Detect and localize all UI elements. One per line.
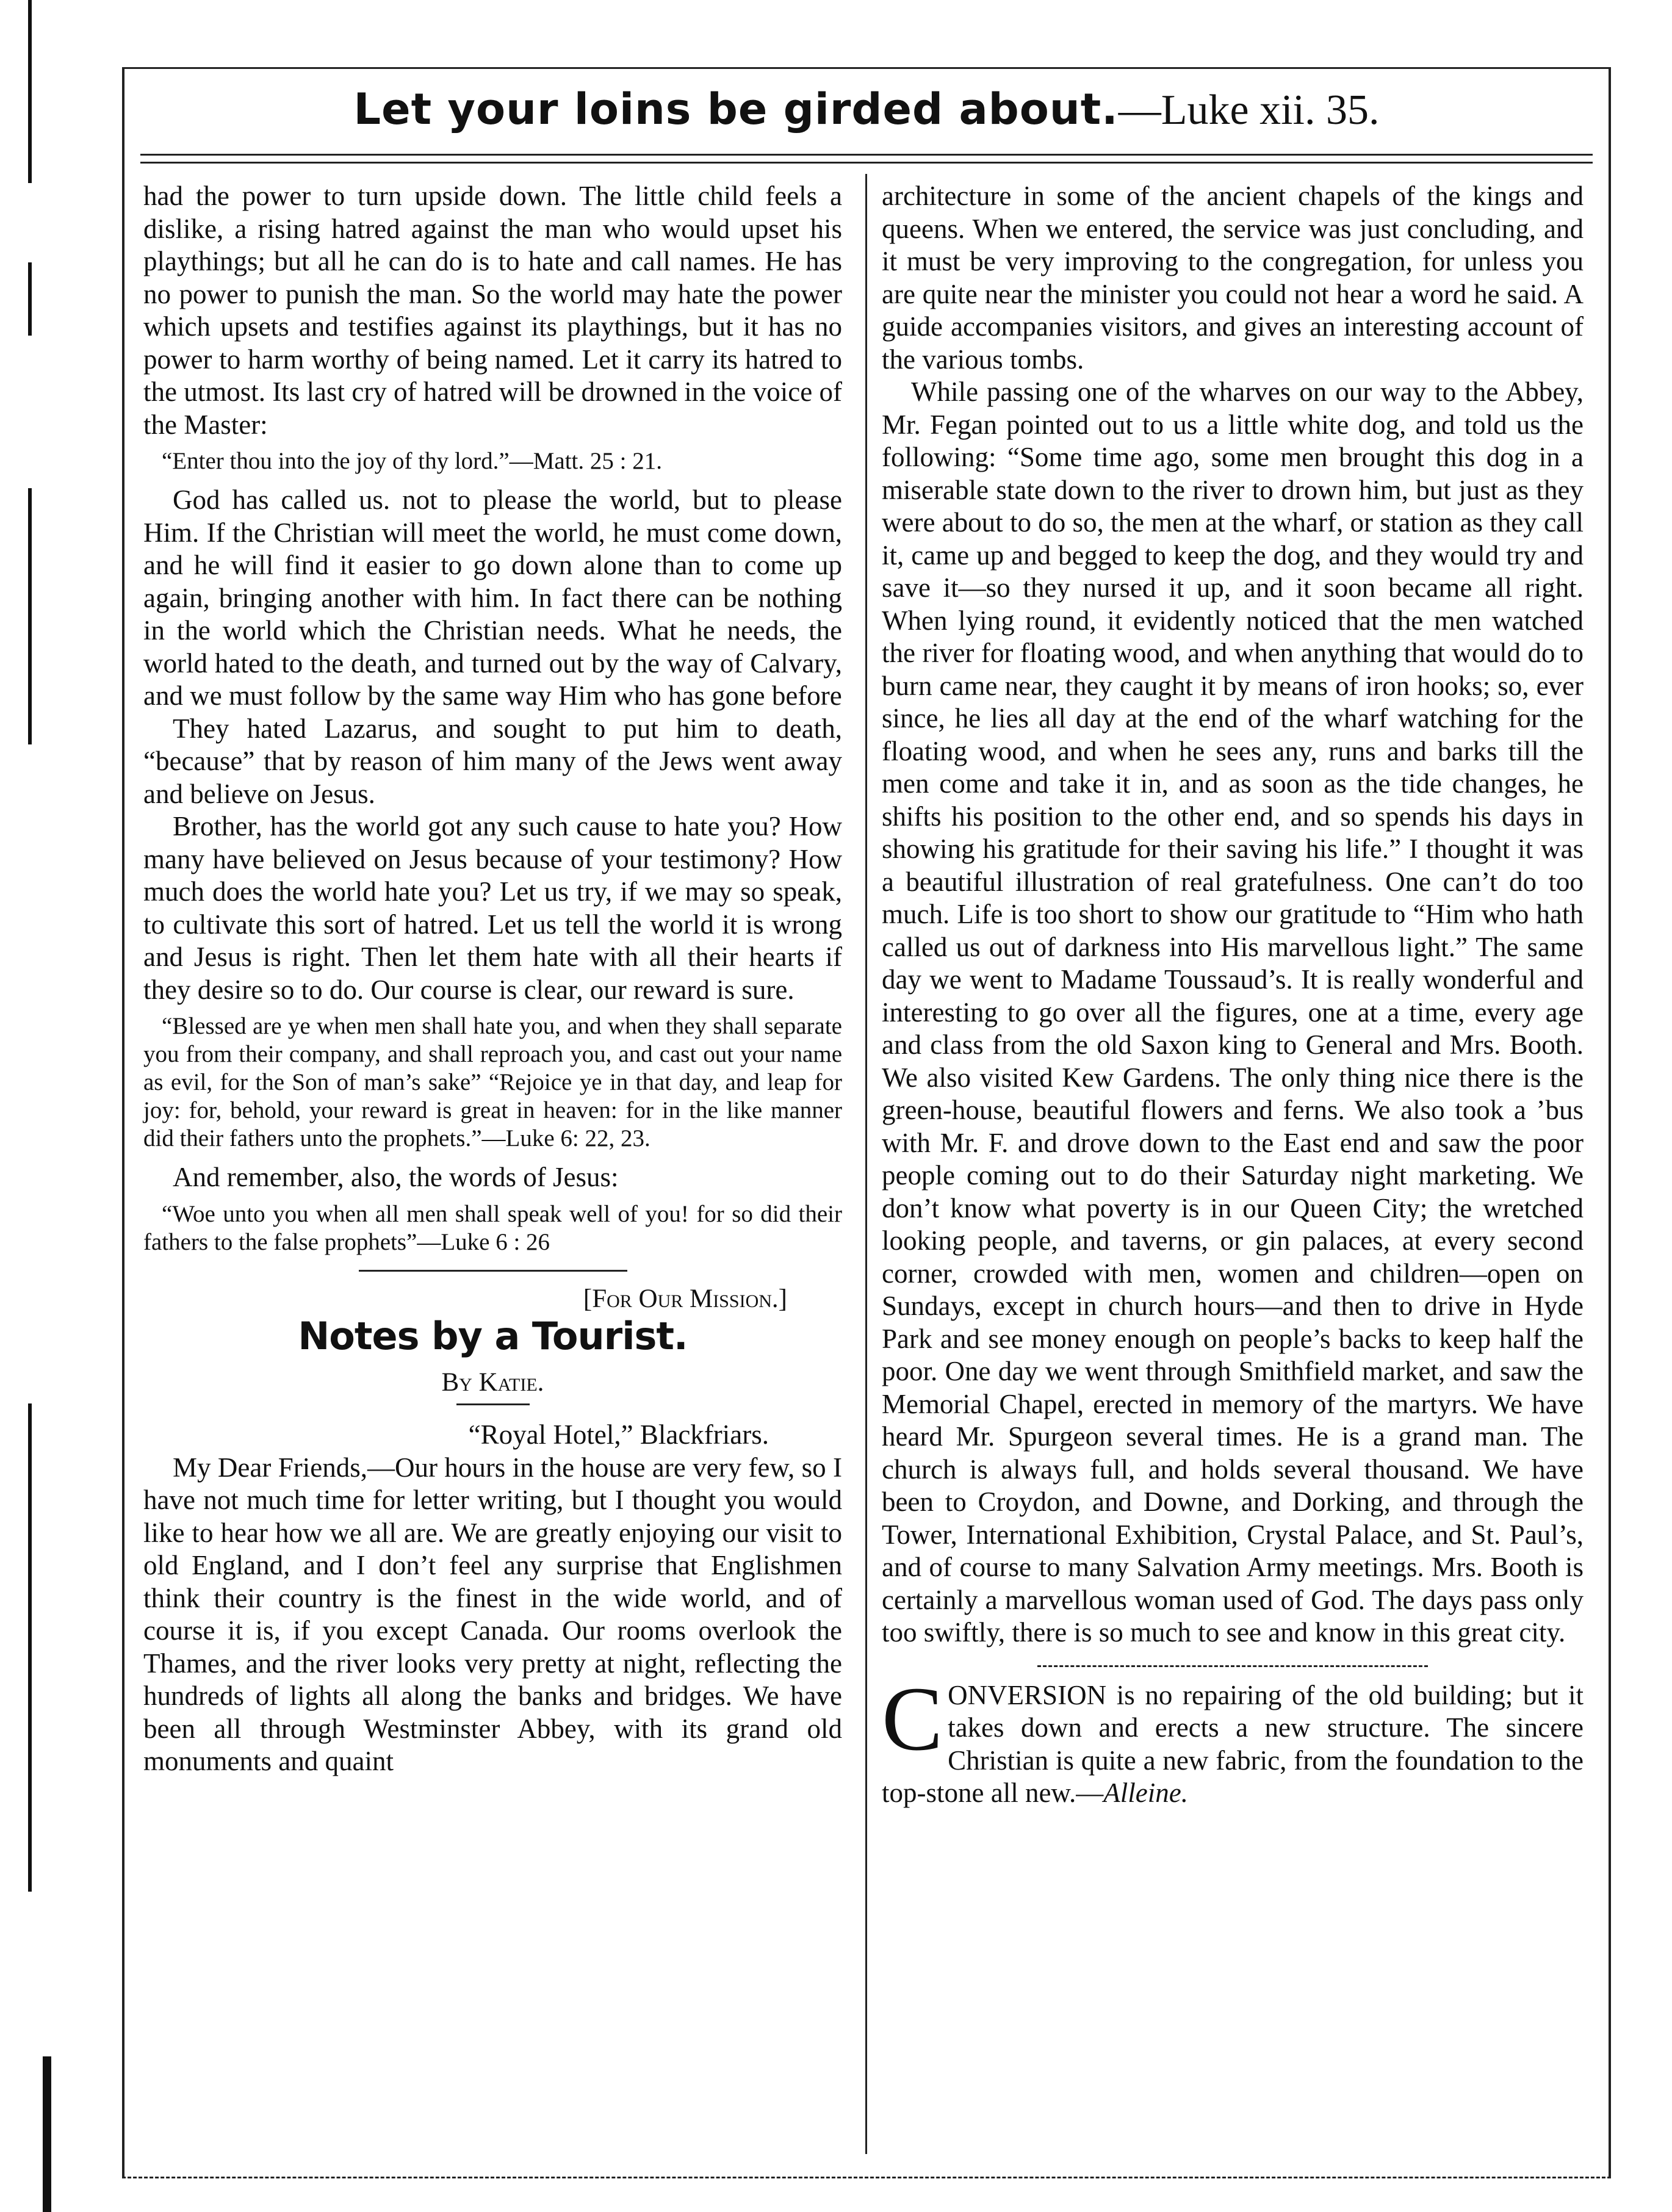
- section-separator: [1037, 1665, 1428, 1667]
- byline-rule: [456, 1403, 530, 1405]
- article-title: Notes by a Tourist.: [298, 1314, 688, 1358]
- paragraph: architecture in some of the ancient chapels of the kings and queens. When we entered, the service was just concluding, and it must be very improving to the congregation, for unless you are quite near the minister you could not hear a word he said. A guide accompanies visitors, and gives an interesting account of the various tombs.: [882, 181, 1584, 375]
- scripture-quote: “Woe unto you when all men shall speak well of you! for so did their fathers to the false prophets”—Luke 6 : 26: [143, 1200, 842, 1255]
- left-column: [143, 180, 842, 1778]
- binding-mark: [28, 262, 32, 336]
- header-title: Let your loins be girded about.: [353, 84, 1119, 134]
- section-separator: [359, 1270, 627, 1272]
- paragraph: My Dear Friends,—Our hours in the house are very few, so I have not much time for letter writing, but I thought you would like to hear how we all are. We are greatly enjoying our visit to old England, and I don’t feel any surprise that Englishmen think their country is the finest in the wide world, and of course it is, if you except Canada. Our rooms overlook the Thames, and the river looks very pretty at night, reflecting the hundreds of lights all along the banks and bridges. We have been all through Westminster Abbey, with its grand old monuments and quaint: [143, 1452, 842, 1776]
- paragraph: had the power to turn upside down. The little child feels a dislike, a rising hatred against the man who would upset his playthings; but all he can do is to hate and call names. He has no power to punish the man. So the world may hate the power which upsets and testifies against its playthings, but it has no power to harm worthy of being named. Let it carry its hatred to the utmost. Its last cry of hatred will be drowned in the voice of the Master:: [143, 181, 842, 440]
- paragraph: Brother, has the world got any such cause to hate you? How many have believed on Jesus because of your testimony? How much does the world hate you? Let us try, if we may so speak, to cultivate this sort of hatred. Let us tell the world it is wrong and Jesus is right. Then let them hate with all their hearts if they desire so to do. Our course is clear, our reward is sure.: [143, 811, 842, 1005]
- binding-mark: [43, 2056, 51, 2212]
- binding-mark: [28, 1403, 32, 1892]
- column-divider: [865, 174, 867, 2154]
- conversion-text: is no repairing of the old building; but it takes down and erects a new structure. The sincere Christian is quite a new fabric, from the foundation to the top-stone all new.—: [882, 1679, 1584, 1808]
- paragraph: God has called us. not to please the world, but to please Him. If the Christian will meet the world, he must come down, and he will find it easier to go down alone than to come up again, bringing another with him. In fact there can be nothing in the world which the Christian needs. What he needs, the world hated to the death, and turned out by the way of Calvary, and we must follow by the same way Him who has gone before: [143, 485, 842, 711]
- conversion-author: Alleine.: [1103, 1778, 1188, 1808]
- page-header: [122, 84, 1611, 135]
- newspaper-page: [122, 67, 1611, 2178]
- header-citation: —Luke xii. 35.: [1118, 87, 1380, 134]
- letter-address: “Royal Hotel,” Blackfriars.: [468, 1419, 769, 1450]
- paragraph: While passing one of the wharves on our way to the Abbey, Mr. Fegan pointed out to us a little white dog, and told us the following: “Some time ago, some men brought this dog in a miserable state down to the river to drown him, but just as they were about to do so, the men at the wharf, or station as they call it, came up and begged to keep the dog, and they would try and save it—so they nursed it up, and it soon became all right. When lying round, it evidently noticed that the men watched the river for floating wood, and when anything that would do to burn came near, they caught it by means of iron hooks; so, ever since, he lies all day at the end of the wharf watching for the floating wood, and when he sees any, runs and barks till the men come and take it in, and as soon as the tide changes, he shifts his position to the other end, and so spends his days in showing his gratitude for their saving his life.” I thought it was a beautiful illustration of real gratefulness. One can’t do too much. Life is too short to show our gratitude to “Him who hath called us out of darkness into His marvellous light.” The same day we went to Madame Toussaud’s. It is really wonderful and interesting to go over all the figures, one at a time, every age and class from the old Saxon king to General and Mrs. Booth. We also visited Kew Gardens. The only thing nice there is the green-house, beautiful flowers and ferns. We also took a ’bus with Mr. F. and drove down to the East end and saw the poor people coming out to do their Saturday night marketing. We don’t know what poverty is in our Queen City; the wretched looking people, and taverns, or gin palaces, at every second corner, crowded with men, women and children—open on Sundays, except in church hours—and then to drive in Hyde Park and see money enough on people’s backs to keep half the poor. One day we went through Smithfield market, and saw the Memorial Chapel, erected in memory of the martyrs. We have heard Mr. Spurgeon several times. He is a grand man. The church is always full, and holds several thousand. We have been to Croydon, and Downe, and Dorking, and through the Tower, International Exhibition, Crystal Palace, and St. Paul’s, and of course to many Salvation Army meetings. Mrs. Booth is certainly a marvellous woman used of God. The days pass only too swiftly, there is so much to see and know in this great city.: [882, 376, 1584, 1648]
- drop-cap: C: [882, 1668, 943, 1770]
- binding-mark: [28, 488, 32, 744]
- scripture-quote: “Enter thou into the joy of thy lord.”—Matt. 25 : 21.: [162, 448, 662, 474]
- binding-mark: [28, 0, 32, 183]
- page-border-right: [1609, 67, 1611, 2178]
- page-border-left: [122, 67, 124, 2178]
- right-column: [882, 180, 1584, 1810]
- page-border-top: [122, 67, 1611, 69]
- scripture-quote: “Blessed are ye when men shall hate you, and when they shall separate you from their company, and shall reproach you, and cast out your name as evil, for the Son of man’s sake” “Rejoice ye in that day, and leap for joy: for, behold, your reward is great in heaven: for in the like manner did their fathers unto the prophets.”—Luke 6: 22, 23.: [143, 1013, 842, 1151]
- paragraph: And remember, also, the words of Jesus:: [173, 1162, 619, 1192]
- header-rule: [140, 154, 1593, 164]
- conversion-lead: ONVERSION: [948, 1679, 1107, 1710]
- page-border-bottom: [122, 2177, 1611, 2178]
- conversion-paragraph: [882, 1668, 1584, 1810]
- section-source: [For Our Mission.]: [583, 1284, 787, 1313]
- article-byline: By Katie.: [441, 1367, 544, 1397]
- paragraph: They hated Lazarus, and sought to put him to death, “because” that by reason of him many of the Jews went away and believe on Jesus.: [143, 713, 842, 809]
